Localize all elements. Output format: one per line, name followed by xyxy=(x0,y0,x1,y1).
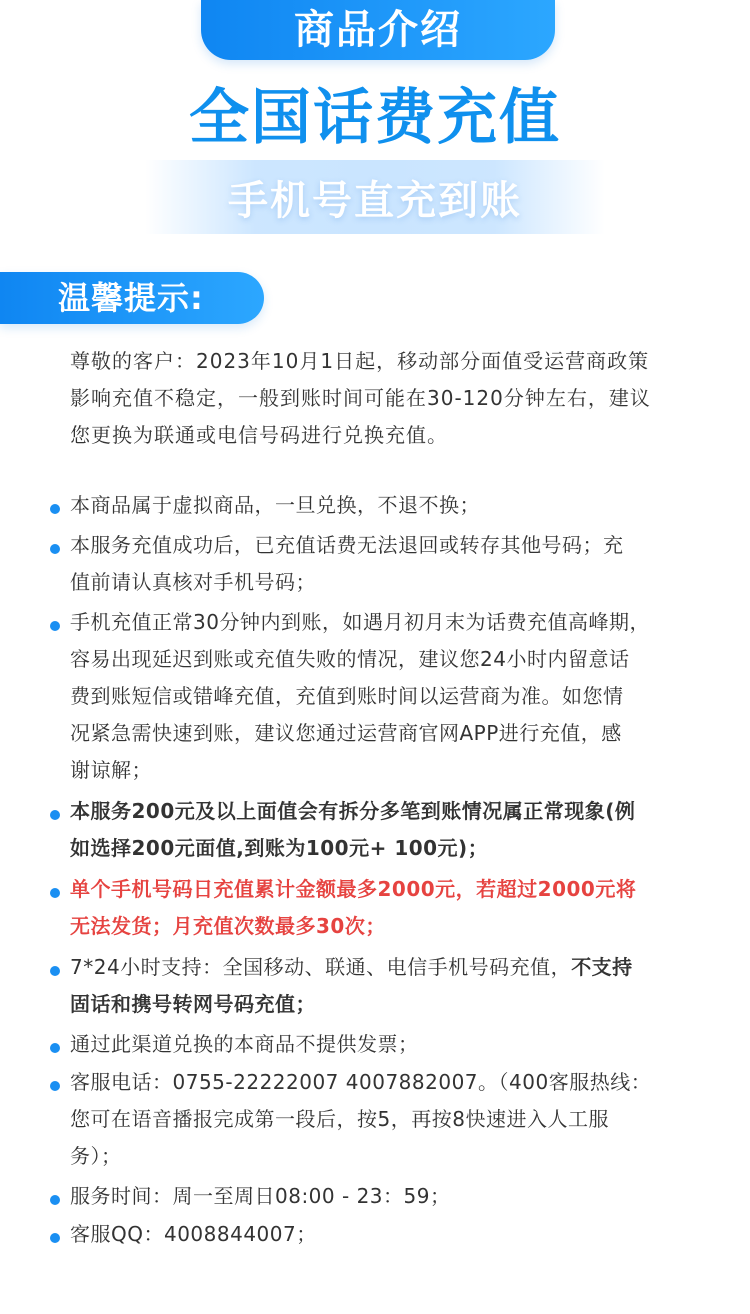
list-item-line: 服务时间：周一至周日08:00 - 23：59； xyxy=(70,1184,451,1208)
list-item-no-refund xyxy=(0,527,750,601)
list-item-service-hours xyxy=(0,1178,750,1215)
notice-line: 您更换为联通或电信号码进行兑换充值。 xyxy=(70,423,448,447)
list-item-line: 值前请认真核对手机号码； xyxy=(70,570,316,594)
list-item-line: 容易出现延迟到账或充值失败的情况，建议您24小时内留意话 xyxy=(70,647,630,671)
list-item-line: 本服务200元及以上面值会有拆分多笔到账情况属正常现象(例 xyxy=(70,799,636,823)
list-item-customer-service-phone xyxy=(0,1064,750,1175)
list-item-customer-qq xyxy=(0,1216,750,1253)
list-item-line: 如选择200元面值,到账为100元+ 100元)； xyxy=(70,836,489,860)
notice-line: 尊敬的客户：2023年10月1日起，移动部分面值受运营商政策 xyxy=(70,349,650,373)
list-item-line: 本商品属于虚拟商品，一旦兑换，不退不换； xyxy=(70,493,480,517)
list-item-line: 务）； xyxy=(70,1144,122,1168)
notice-line: 影响充值不稳定，一般到账时间可能在30-120分钟左右，建议 xyxy=(70,386,651,410)
product-intro-badge xyxy=(201,0,555,60)
list-item-line: 费到账短信或错峰充值，充值到账时间以运营商为准。如您情 xyxy=(70,684,624,708)
bullet-icon xyxy=(50,504,60,514)
bullet-icon xyxy=(50,810,60,820)
list-item-line: 客服QQ：4008844007； xyxy=(70,1222,317,1246)
subtitle-band xyxy=(145,160,605,234)
bullet-icon xyxy=(50,544,60,554)
list-item-line: 手机充值正常30分钟内到账，如遇月初月末为话费充值高峰期， xyxy=(70,610,650,634)
list-item-line: 无法发货；月充值次数最多30次； xyxy=(70,914,386,938)
list-item-line: 通过此渠道兑换的本商品不提供发票； xyxy=(70,1032,419,1056)
support-bold-text: 不支持 xyxy=(571,955,633,979)
bullet-icon xyxy=(50,1081,60,1091)
bullet-icon xyxy=(50,1195,60,1205)
notice-paragraph xyxy=(70,343,700,454)
bullet-icon xyxy=(50,888,60,898)
list-item-line: 固话和携号转网号码充值； xyxy=(70,992,316,1016)
list-item-recharge-limit xyxy=(0,871,750,945)
main-title: 全国话费充值 xyxy=(189,83,561,153)
list-item-no-invoice xyxy=(0,1026,750,1063)
list-item-line: 您可在语音播报完成第一段后，按5，再按8快速进入人工服 xyxy=(70,1107,609,1131)
bullet-icon xyxy=(50,621,60,631)
list-item-line: 单个手机号码日充值累计金额最多2000元，若超过2000元将 xyxy=(70,877,637,901)
bullet-icon xyxy=(50,1233,60,1243)
product-intro-label: 商品介绍 xyxy=(294,7,462,53)
list-item-arrival-time xyxy=(0,604,750,789)
support-normal-text: 7*24小时支持：全国移动、联通、电信手机号码充值， xyxy=(70,955,572,979)
list-item-24h-support xyxy=(0,949,750,1023)
list-item-line: 况紧急需快速到账，建议您通过运营商官网APP进行充值，感 xyxy=(70,721,622,745)
tips-tab xyxy=(0,272,264,324)
bullet-icon xyxy=(50,1043,60,1053)
tips-title: 温馨提示: xyxy=(58,279,204,317)
bullet-icon xyxy=(50,966,60,976)
list-item-line xyxy=(70,949,715,986)
list-item-virtual-goods xyxy=(0,487,750,524)
list-item-split-recharge xyxy=(0,793,750,867)
subtitle-text: 手机号直充到账 xyxy=(228,177,522,224)
list-item-line: 本服务充值成功后，已充值话费无法退回或转存其他号码；充 xyxy=(70,533,624,557)
list-item-line: 谢谅解； xyxy=(70,758,152,782)
list-item-line: 客服电话：0755-22222007 4007882007。（400客服热线： xyxy=(70,1070,652,1094)
